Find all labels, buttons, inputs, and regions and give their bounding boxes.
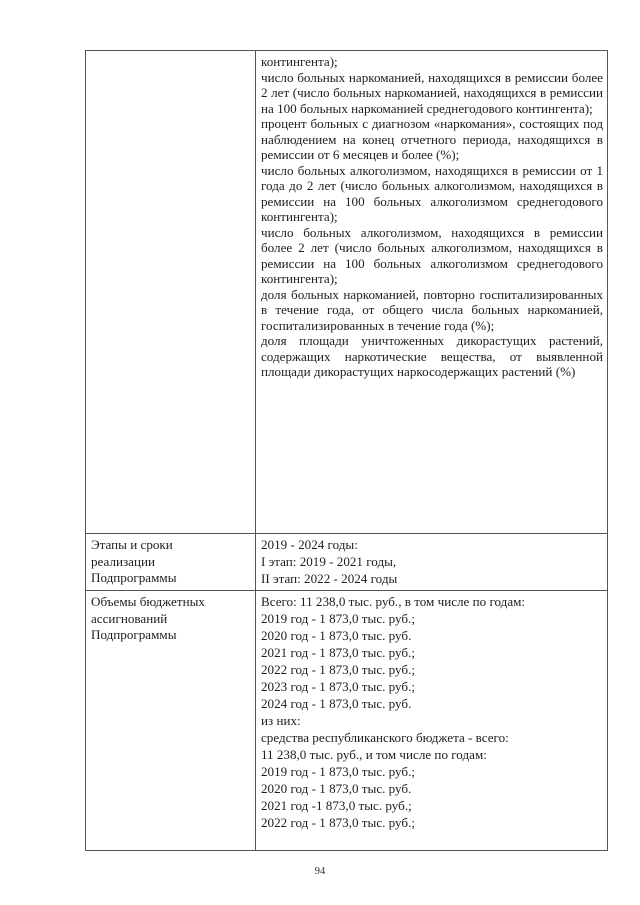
indicator-paragraph: процент больных с диагнозом «наркомания», состоящих под наблюдением на конец отчетного периода, находящихся в ремиссии от 6 месяцев и более (%);	[261, 116, 603, 162]
budget-label-line: Объемы бюджетных	[91, 594, 205, 609]
stages-text-cell	[256, 534, 608, 591]
budget-line: 2022 год - 1 873,0 тыс. руб.;	[261, 815, 415, 830]
budget-label-line: ассигнований	[91, 610, 168, 626]
indicator-paragraph: число больных алкоголизмом, находящихся в ремиссии более 2 лет (число больных алкоголизмом, находящихся в ремиссии на 100 больных алкоголизмом среднегодового контингента);	[261, 224, 603, 286]
stages-line: I этап: 2019 - 2021 годы,	[261, 554, 397, 569]
budget-line: средства республиканского бюджета - всего:	[261, 730, 509, 745]
budget-line: 11 238,0 тыс. руб., и том числе по годам:	[261, 747, 487, 762]
budget-line: Всего: 11 238,0 тыс. руб., в том числе по годам:	[261, 594, 526, 609]
budget-line: 2019 год - 1 873,0 тыс. руб.;	[261, 764, 415, 779]
indicators-label-cell	[86, 51, 256, 534]
indicator-paragraph: число больных наркоманией, находящихся в ремиссии более 2 лет (число больных наркоманией, находящихся в ремиссии на 100 больных наркоманией среднегодового контингента);	[261, 69, 603, 116]
budget-label-cell	[86, 591, 256, 851]
budget-line: 2021 год -1 873,0 тыс. руб.;	[261, 798, 412, 813]
indicator-paragraph: доля площади уничтоженных дикорастущих растений, содержащих наркотические вещества, от выявленной площади дикорастущих наркосодержащих растений (%)	[261, 333, 603, 379]
stages-label-line: Подпрограммы	[91, 570, 177, 585]
budget-line: 2020 год - 1 873,0 тыс. руб.	[261, 781, 412, 796]
stages-line: II этап: 2022 - 2024 годы	[261, 571, 398, 586]
budget-label-line: Подпрограммы	[91, 627, 177, 642]
indicator-paragraph: контингента);	[261, 54, 338, 69]
stages-label-line: реализации	[91, 553, 155, 569]
budget-line: 2019 год - 1 873,0 тыс. руб.;	[261, 611, 415, 626]
budget-line: 2024 год - 1 873,0 тыс. руб.	[261, 696, 412, 711]
indicators-text-cell	[256, 51, 608, 534]
budget-line: 2022 год - 1 873,0 тыс. руб.;	[261, 662, 415, 677]
page-number: 94	[314, 866, 326, 877]
indicator-paragraph: число больных алкоголизмом, находящихся в ремиссии от 1 года до 2 лет (число больных алкоголизмом, находящихся в ремиссии на 100 больных алкоголизмом среднегодового контингента);	[261, 162, 603, 224]
budget-line: из них:	[261, 713, 301, 728]
stages-label-line: Этапы и сроки	[91, 537, 173, 552]
passport-table	[85, 50, 608, 851]
budget-line: 2023 год - 1 873,0 тыс. руб.;	[261, 679, 415, 694]
budget-text-cell	[256, 591, 608, 851]
budget-row	[86, 591, 608, 851]
budget-line: 2020 год - 1 873,0 тыс. руб.	[261, 628, 412, 643]
stages-label-cell	[86, 534, 256, 591]
indicator-paragraph: доля больных наркоманией, повторно госпитализированных в течение года, от общего числа больных наркоманией, госпитализированных в течение года (%);	[261, 286, 603, 333]
stages-line: 2019 - 2024 годы:	[261, 537, 358, 552]
budget-line: 2021 год - 1 873,0 тыс. руб.;	[261, 645, 415, 660]
stages-row	[86, 534, 608, 591]
indicators-row	[86, 51, 608, 534]
indicators-list	[256, 51, 607, 383]
